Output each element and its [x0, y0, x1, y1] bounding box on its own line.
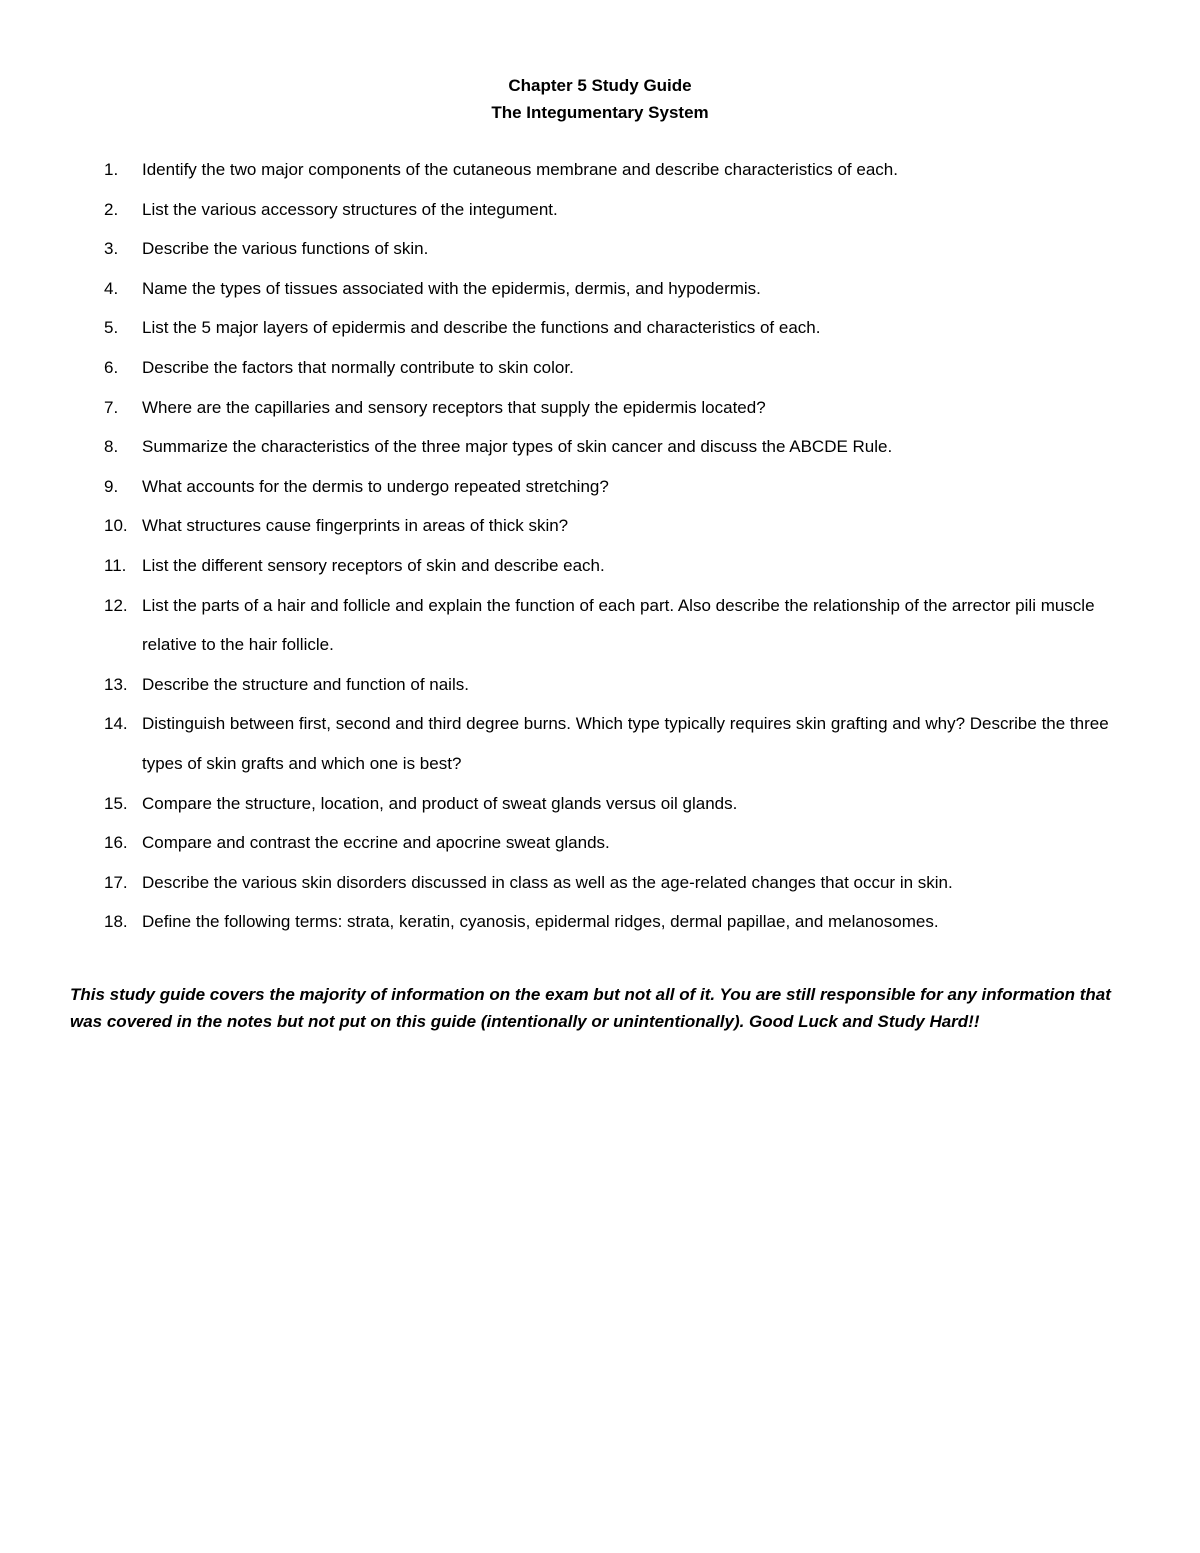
question-item	[104, 308, 1124, 348]
question-item	[104, 150, 1124, 190]
question-number: 11.	[104, 555, 127, 575]
question-text: List the different sensory receptors of skin and describe each.	[142, 555, 605, 575]
question-number: 17.	[104, 872, 128, 892]
question-item	[104, 229, 1124, 269]
question-item	[104, 586, 1124, 665]
question-item	[104, 546, 1124, 586]
question-item	[104, 863, 1124, 903]
question-item	[104, 388, 1124, 428]
document-title: Chapter 5 Study Guide	[508, 76, 692, 95]
question-text: Define the following terms: strata, keratin, cyanosis, epidermal ridges, dermal papillae, and melanosomes.	[142, 912, 939, 932]
closing-note: This study guide covers the majority of information on the exam but not all of it. You are still responsible for any information that was covered in the notes but not put on this guide (intentionally or unintentionally). Good Luck and Study Hard!!	[70, 985, 1111, 1031]
question-number: 12.	[104, 595, 128, 615]
question-text: Compare the structure, location, and product of sweat glands versus oil glands.	[142, 793, 738, 813]
question-text: What accounts for the dermis to undergo repeated stretching?	[142, 476, 609, 496]
question-text: Describe the various functions of skin.	[142, 239, 429, 259]
question-text: Distinguish between first, second and third degree burns. Which type typically requires skin grafting and why? Describe the three types of skin grafts and which one is best?	[142, 714, 1109, 773]
question-number: 9.	[104, 476, 119, 496]
question-number: 16.	[104, 833, 128, 853]
question-text: List the 5 major layers of epidermis and describe the functions and characteristics of each.	[142, 318, 821, 338]
question-number: 10.	[104, 516, 128, 536]
question-text: Describe the factors that normally contribute to skin color.	[142, 357, 574, 377]
question-number: 7.	[104, 397, 119, 417]
question-list	[104, 150, 1124, 942]
question-item	[104, 665, 1124, 705]
question-text: List the various accessory structures of the integument.	[142, 199, 558, 219]
question-number: 14.	[104, 714, 128, 734]
question-number: 8.	[104, 437, 119, 457]
question-item	[104, 823, 1124, 863]
question-text: Identify the two major components of the cutaneous membrane and describe characteristics of each.	[142, 160, 898, 179]
question-text: List the parts of a hair and follicle and explain the function of each part. Also describe the relationship of the arrector pili muscle relative to the hair follicle.	[142, 595, 1095, 655]
question-item	[104, 902, 1124, 942]
document-header	[0, 72, 1200, 126]
question-item	[104, 190, 1124, 230]
document-subtitle: The Integumentary System	[491, 103, 709, 122]
question-number: 6.	[104, 357, 119, 377]
question-number: 2.	[104, 199, 119, 219]
question-number: 18.	[104, 912, 128, 932]
question-number: 13.	[104, 674, 128, 694]
question-item	[104, 269, 1124, 309]
question-text: What structures cause fingerprints in areas of thick skin?	[142, 516, 569, 536]
question-number: 5.	[104, 318, 119, 338]
question-number: 1.	[104, 160, 119, 179]
question-item	[104, 784, 1124, 824]
question-item	[104, 427, 1124, 467]
question-item	[104, 348, 1124, 388]
question-number: 3.	[104, 239, 119, 259]
question-item	[104, 506, 1124, 546]
question-text: Name the types of tissues associated with the epidermis, dermis, and hypodermis.	[142, 278, 761, 298]
question-text: Describe the structure and function of nails.	[142, 674, 469, 694]
question-text: Compare and contrast the eccrine and apocrine sweat glands.	[142, 833, 610, 853]
question-text: Where are the capillaries and sensory receptors that supply the epidermis located?	[142, 397, 766, 417]
question-item	[104, 704, 1124, 783]
question-number: 15.	[104, 793, 128, 813]
question-text: Summarize the characteristics of the three major types of skin cancer and discuss the ABCDE Rule.	[142, 437, 893, 457]
question-number: 4.	[104, 278, 119, 298]
question-text: Describe the various skin disorders discussed in class as well as the age-related changes that occur in skin.	[142, 872, 953, 892]
question-item	[104, 467, 1124, 507]
